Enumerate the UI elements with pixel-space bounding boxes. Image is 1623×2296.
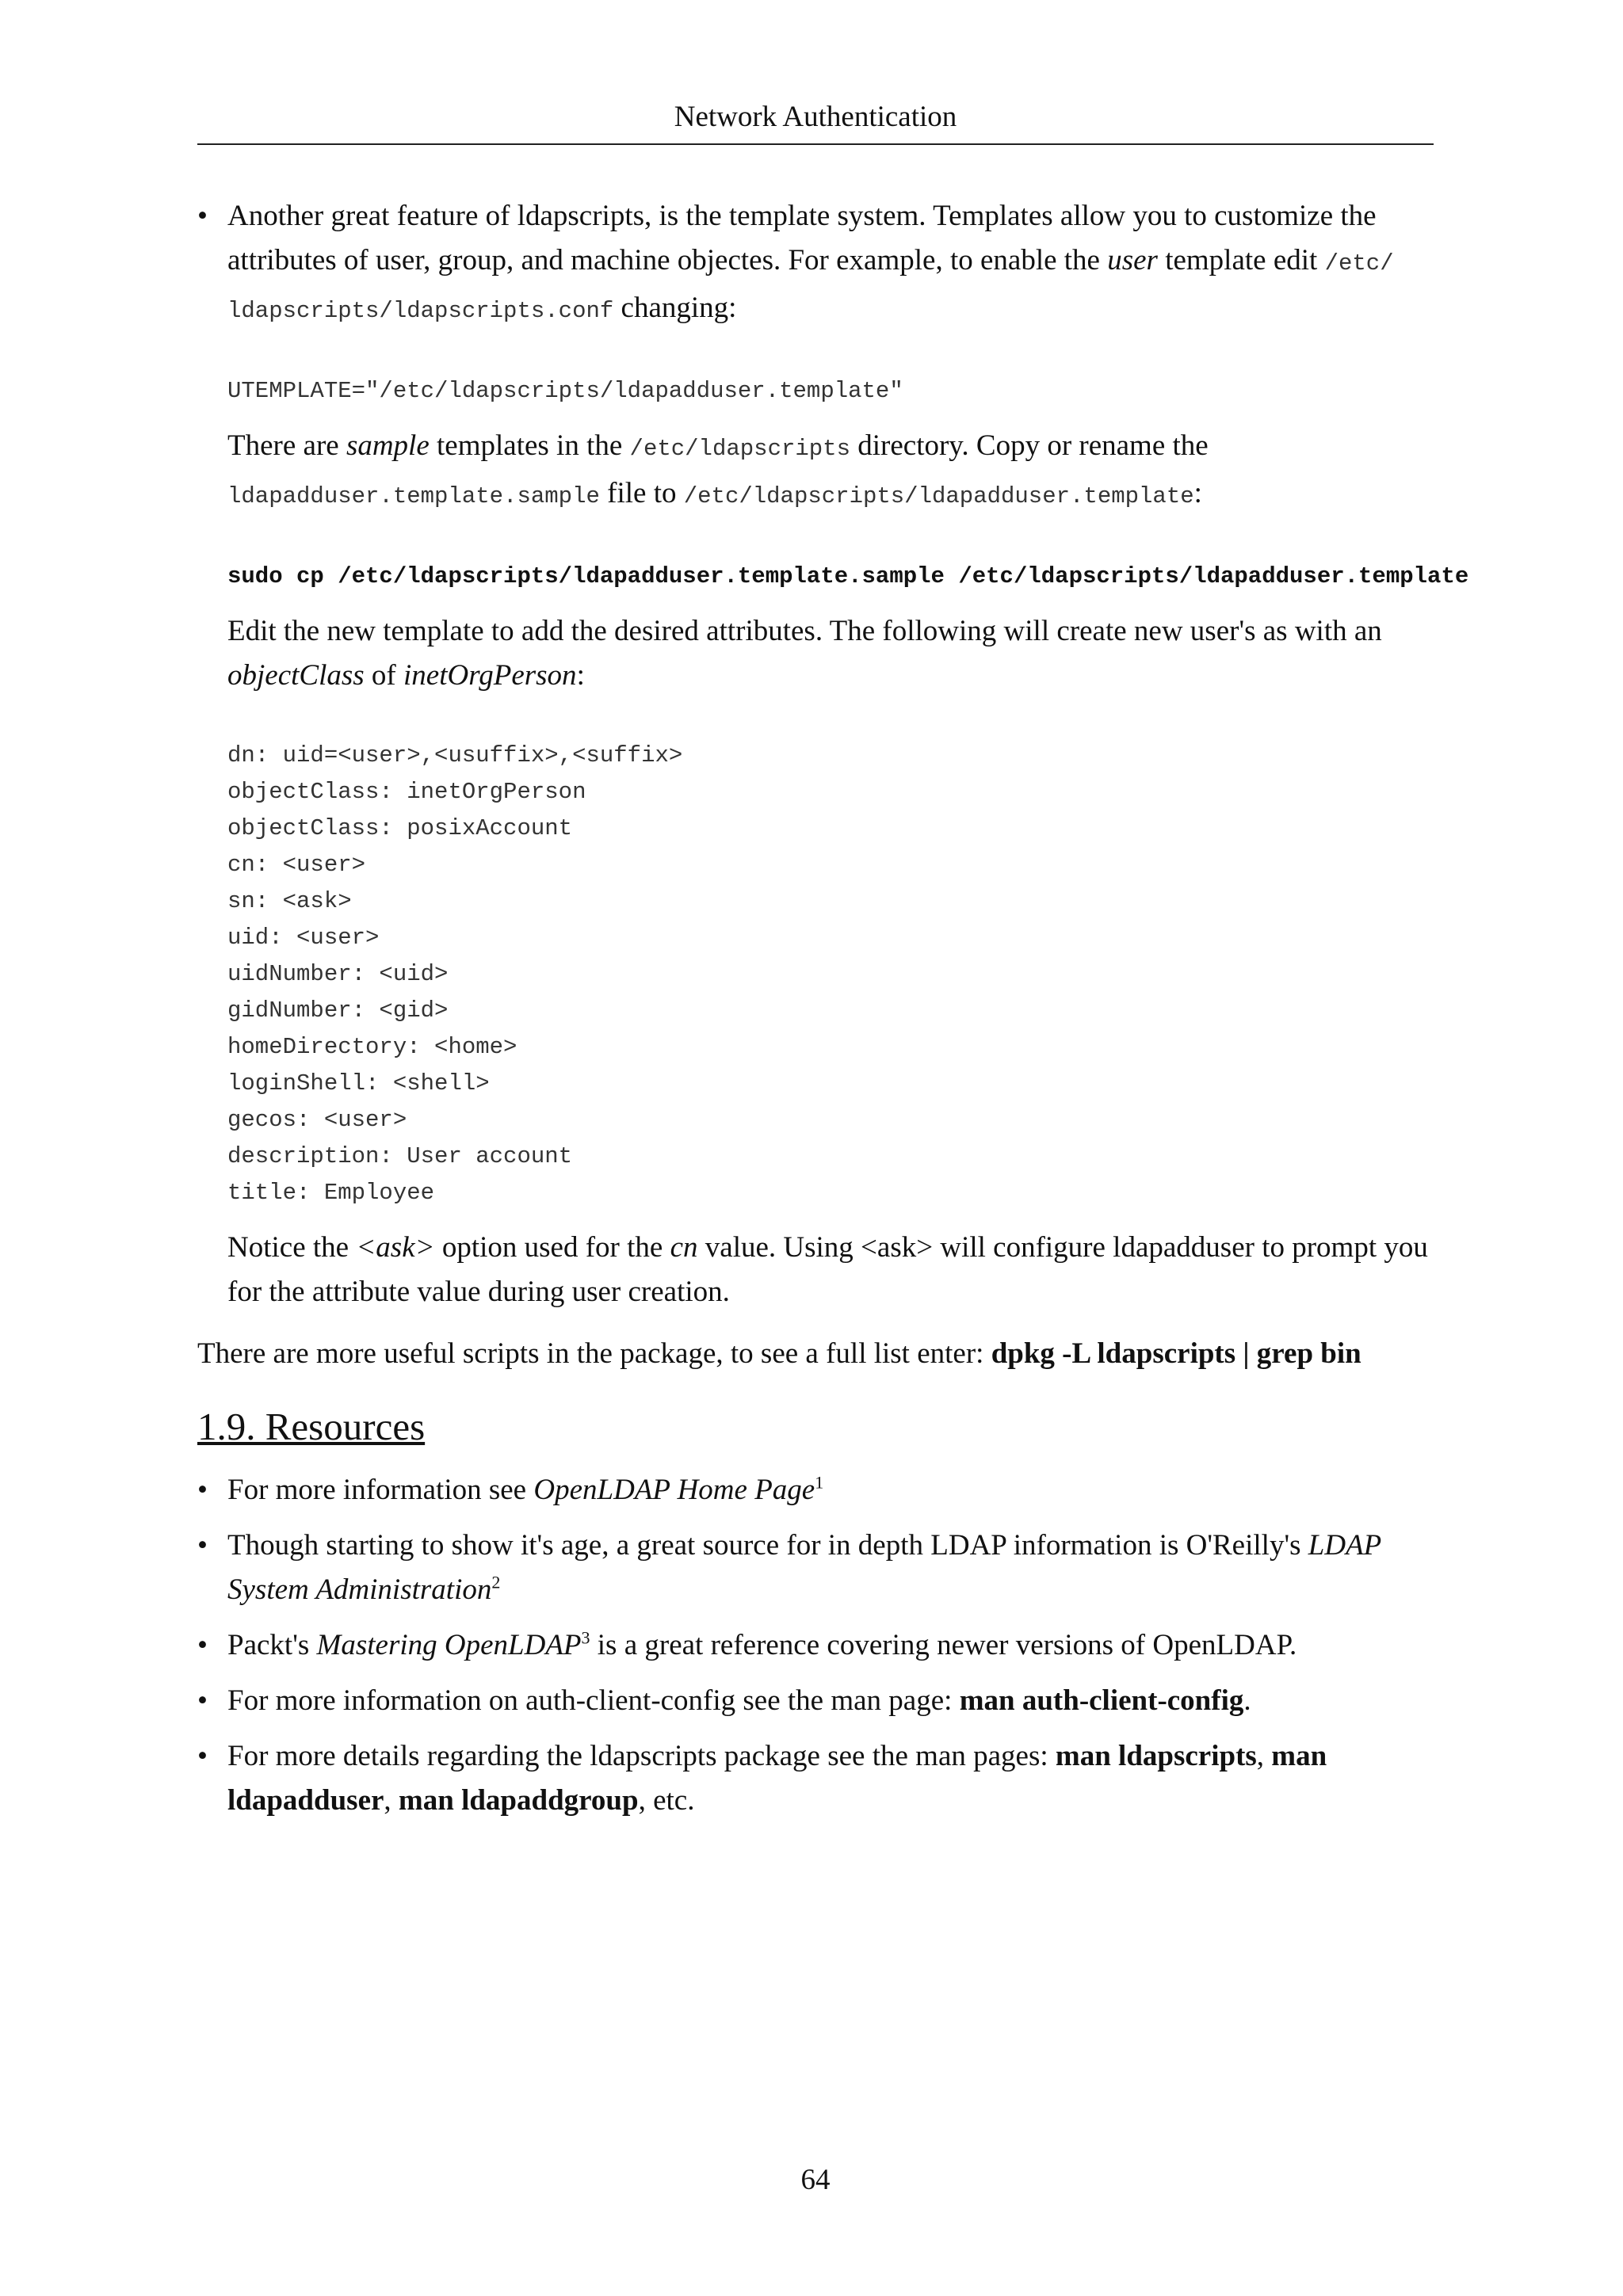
footnote-ref: 3 <box>581 1627 590 1648</box>
paragraph-sample-templates: There are sample templates in the /etc/ldapscripts directory. Copy or rename the ldapadduser.template.sample file to /etc/ldapscripts/ldapadduser.template: <box>227 429 1209 509</box>
list-item-resource: • Though starting to show it's age, a great source for in depth LDAP information is O'Reilly's LDAP System Administration$^2$ <box>197 1524 1434 1612</box>
list-item-resource: • Packt's Mastering OpenLDAP$^3$ is a great reference covering newer versions of OpenLDAP. <box>197 1623 1434 1668</box>
paragraph-edit-template: Edit the new template to add the desired attributes. The following will create new user's as with an objectClass of inetOrgPerson: <box>227 615 1382 692</box>
code-block-template-contents: dn: uid=<user>,<usuffix>,<suffix> objectClass: inetOrgPerson objectClass: posixAccount cn: <user> sn: <ask> uid: <user> uidNumber: <uid> gidNumber: <gid> homeDirectory: <home> loginShell: <shell> gecos: <user> description: User account title: Employee <box>227 742 683 1206</box>
header-rule <box>197 143 1434 145</box>
footnote-ref: 2 <box>491 1572 501 1592</box>
config-path: /etc/ ldapscripts/ldapscripts.conf <box>227 250 1394 324</box>
bullet-marker: • <box>197 1474 208 1506</box>
paragraph-template-system: Another great feature of ldapscripts, is the template system. Templates allow you to customize the attributes of user, group, and machine objectes. For example, to enable the user template edit /etc/ ldapscripts/ldapscripts.conf changing: <box>227 200 1394 324</box>
command-dpkg: dpkg -L ldapscripts | grep bin <box>991 1337 1361 1370</box>
list-item-resource: • For more information see OpenLDAP Home Page$^1$ <box>197 1468 1434 1512</box>
page-number: 64 <box>800 2164 831 2196</box>
list-item-resource: • For more details regarding the ldapscripts package see the man pages: man ldapscripts, man ldapadduser, man ldapaddgroup, etc. <box>197 1734 1434 1823</box>
bullet-marker: • <box>197 1684 208 1717</box>
link-ldap-system-administration[interactable]: LDAP System Administration <box>227 1529 1381 1606</box>
code-block-copy-command: sudo cp /etc/ldapscripts/ldapadduser.template.sample /etc/ldapscripts/ldapadduser.template <box>227 563 1469 589</box>
paragraph-ask-option: Notice the <ask> option used for the cn value. Using <ask> will configure ldapadduser to prompt you for the attribute value during user creation. <box>227 1231 1428 1308</box>
footnote-ref: 1 <box>815 1472 824 1493</box>
list-item-templates <box>197 194 1469 1314</box>
paragraph-more-scripts: There are more useful scripts in the package, to see a full list enter: dpkg -L ldapscripts | grep bin <box>197 1337 1361 1370</box>
page-body <box>197 194 1469 1834</box>
section-title: 1.9. Resources <box>197 1405 426 1448</box>
bullet-marker: • <box>197 200 208 232</box>
code-block-utemplate: UTEMPLATE="/etc/ldapscripts/ldapadduser.template" <box>227 378 903 404</box>
link-mastering-openldap[interactable]: Mastering OpenLDAP <box>316 1629 582 1661</box>
bullet-marker: • <box>197 1529 208 1562</box>
bullet-marker: • <box>197 1740 208 1772</box>
running-header: Network Authentication <box>674 101 957 133</box>
list-item-resource: • For more information on auth-client-config see the man page: man auth-client-config. <box>197 1679 1434 1723</box>
bullet-marker: • <box>197 1629 208 1661</box>
link-openldap-home-page[interactable]: OpenLDAP Home Page <box>533 1474 815 1506</box>
